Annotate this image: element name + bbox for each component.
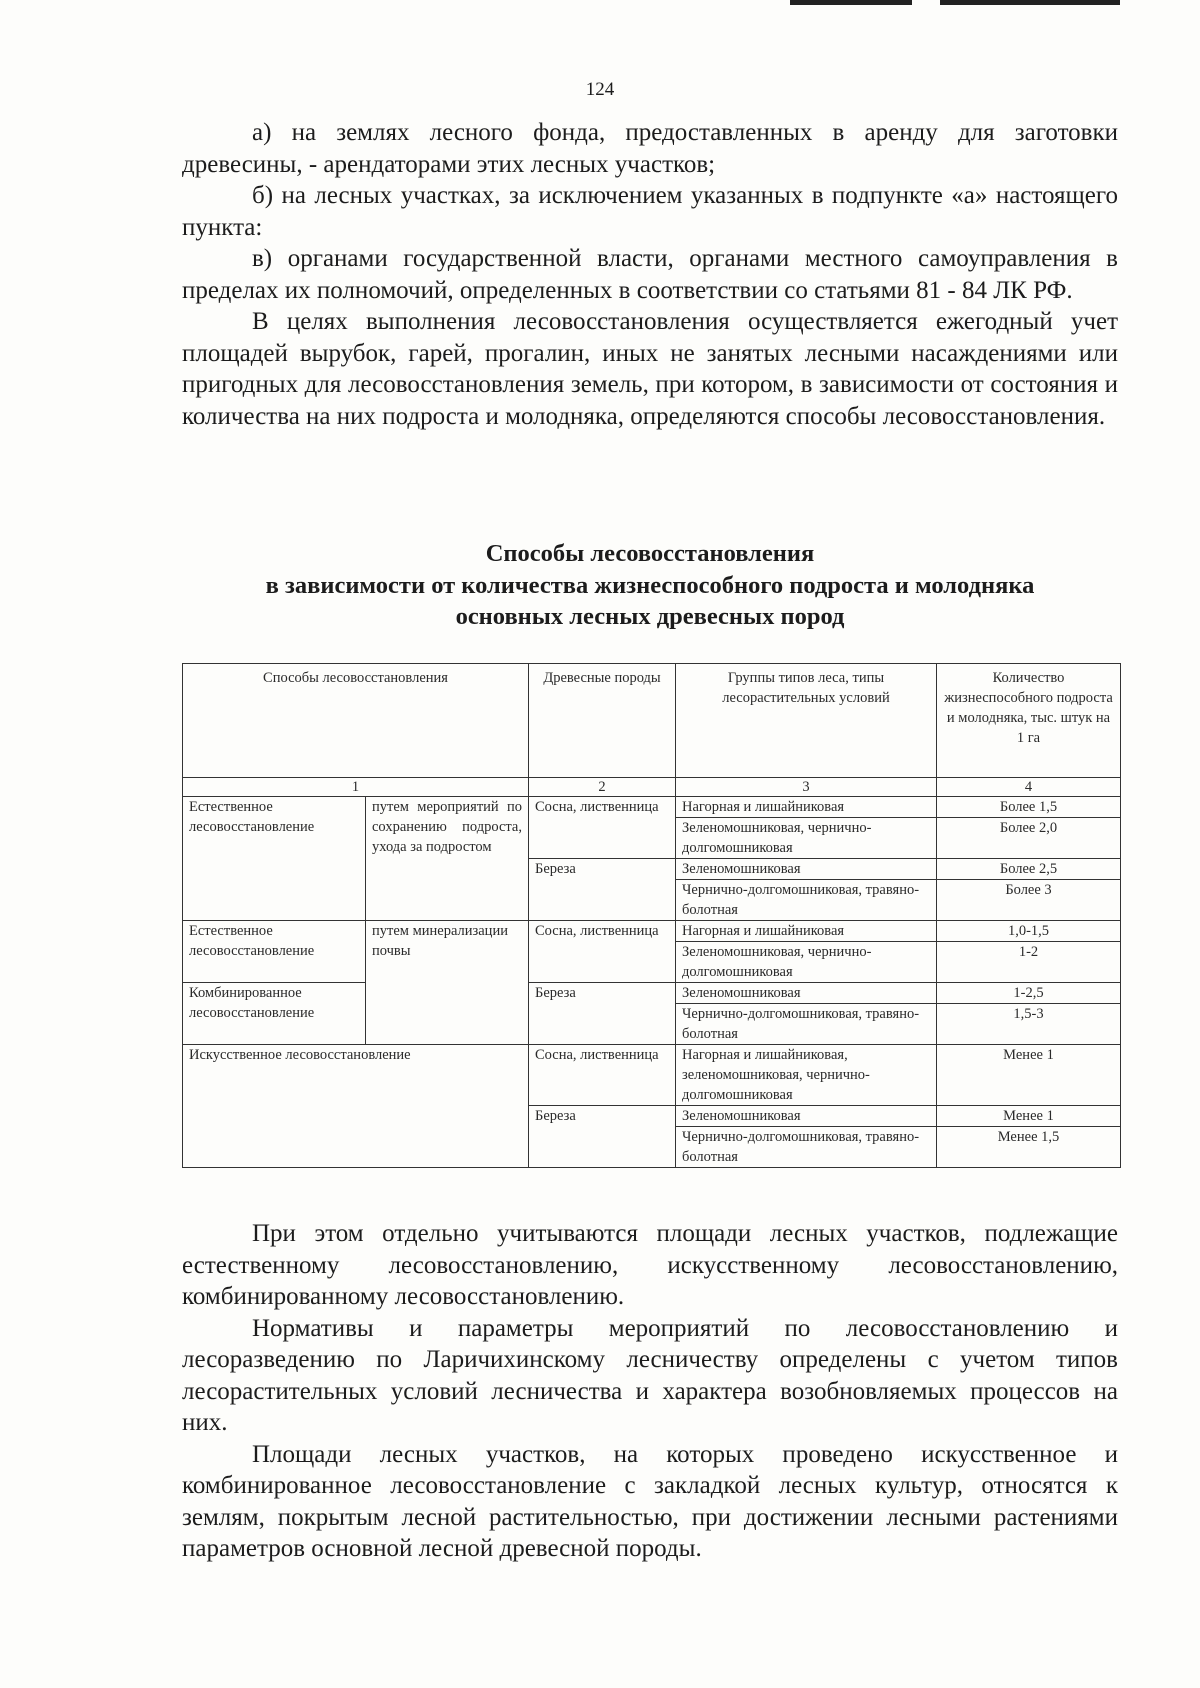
method-cell: Искусственное лесовосстановление — [183, 1045, 529, 1168]
reforestation-methods-table — [182, 663, 1121, 1168]
amount-cell: Более 1,5 — [937, 797, 1121, 818]
species-cell: Сосна, лиственница — [529, 797, 676, 859]
amount-cell: 1-2 — [937, 942, 1121, 983]
condition-cell: Зеленомошниковая, чернично-долгомошниковая — [676, 942, 937, 983]
species-cell: Береза — [529, 1106, 676, 1168]
method-cell: Естественное лесовосстановление — [183, 797, 366, 921]
column-number: 1 — [183, 778, 529, 797]
amount-cell: 1,0-1,5 — [937, 921, 1121, 942]
amount-cell: 1-2,5 — [937, 983, 1121, 1004]
method-cell: Естественное лесовосстановление — [183, 921, 366, 983]
condition-cell: Чернично-долгомошниковая, травяно-болотная — [676, 1127, 937, 1168]
condition-cell: Зеленомошниковая — [676, 1106, 937, 1127]
scan-edge-mark — [940, 0, 1120, 5]
species-cell: Сосна, лиственница — [529, 1045, 676, 1106]
table-row — [183, 921, 1121, 942]
species-cell: Береза — [529, 983, 676, 1045]
paragraph: а) на землях лесного фонда, предоставленных в аренду для заготовки древесины, - арендаторами этих лесных участков; — [182, 119, 1118, 178]
column-number: 2 — [529, 778, 676, 797]
condition-cell: Нагорная и лишайниковая, зеленомошниковая, чернично-долгомошниковая — [676, 1045, 937, 1106]
paragraph: При этом отдельно учитываются площади лесных участков, подлежащие естественному лесовосстановлению, искусственному лесовосстановлению, комбинированному лесовосстановлению. — [182, 1220, 1118, 1310]
paragraph: Площади лесных участков, на которых проведено искусственное и комбинированное лесовосстановление с закладкой лесных культур, относятся к землям, покрытым лесной растительностью, при достижении лесными растениями параметров основной лесной древесной породы. — [182, 1440, 1118, 1562]
amount-cell: Более 2,5 — [937, 859, 1121, 880]
species-cell: Сосна, лиственница — [529, 921, 676, 983]
condition-cell: Нагорная и лишайниковая — [676, 921, 937, 942]
paragraph: Нормативы и параметры мероприятий по лесовосстановлению и лесоразведению по Ларичихинскому лесничеству определены с учетом типов лесорастительных условий лесничества и характера возобновляемых процессов на них. — [182, 1314, 1118, 1436]
page-number: 124 — [585, 79, 615, 100]
paragraph: в) органами государственной власти, органами местного самоуправления в пределах их полномочий, определенных в соответствии со статьями 81 - 84 ЛК РФ. — [182, 245, 1118, 304]
amount-cell: Более 2,0 — [937, 818, 1121, 859]
paragraph: б) на лесных участках, за исключением указанных в подпункте «а» настоящего пункта: — [182, 182, 1118, 241]
condition-cell: Зеленомошниковая — [676, 859, 937, 880]
method-cell: Комбинированное лесовосстановление — [183, 983, 366, 1045]
header-cell: Древесные породы — [529, 664, 676, 778]
amount-cell: Менее 1,5 — [937, 1127, 1121, 1168]
species-cell: Береза — [529, 859, 676, 921]
table-title — [182, 538, 1118, 633]
scan-edge-mark — [790, 0, 912, 5]
header-cell: Группы типов леса, типы лесорастительных условий — [676, 664, 937, 778]
amount-cell: 1,5-3 — [937, 1004, 1121, 1045]
condition-cell: Зеленомошниковая, чернично-долгомошниковая — [676, 818, 937, 859]
table-title-line: в зависимости от количества жизнеспособного подроста и молодняка — [265, 571, 1035, 599]
paragraph: В целях выполнения лесовосстановления осуществляется ежегодный учет площадей вырубок, гарей, прогалин, иных не занятых лесными насаждениями или пригодных для лесовосстановления земель, при котором, в зависимости от состояния и количества на них подроста и молодняка, определяются способы лесовосстановления. — [182, 308, 1118, 430]
closing-text — [182, 1218, 1118, 1565]
way-cell: путем мероприятий по сохранению подроста, ухода за подростом — [366, 797, 529, 921]
condition-cell: Чернично-долгомошниковая, травяно-болотная — [676, 880, 937, 921]
header-cell: Способы лесовосстановления — [183, 664, 529, 778]
table-title-line: Способы лесовосстановления — [485, 540, 815, 567]
header-cell: Количество жизнеспособного подроста и молодняка, тыс. штук на 1 га — [937, 664, 1121, 778]
table-header-row — [183, 664, 1121, 778]
condition-cell: Нагорная и лишайниковая — [676, 797, 937, 818]
table-row — [183, 1045, 1121, 1106]
table-row — [183, 797, 1121, 818]
table-row — [183, 983, 1121, 1004]
way-cell: путем минерализации почвы — [366, 921, 529, 1045]
intro-text — [182, 117, 1118, 432]
amount-cell: Более 3 — [937, 880, 1121, 921]
condition-cell: Зеленомошниковая — [676, 983, 937, 1004]
amount-cell: Менее 1 — [937, 1045, 1121, 1106]
column-number: 4 — [937, 778, 1121, 797]
table-title-line: основных лесных древесных пород — [455, 603, 845, 630]
amount-cell: Менее 1 — [937, 1106, 1121, 1127]
column-number: 3 — [676, 778, 937, 797]
column-number-row — [183, 778, 1121, 797]
condition-cell: Чернично-долгомошниковая, травяно-болотная — [676, 1004, 937, 1045]
